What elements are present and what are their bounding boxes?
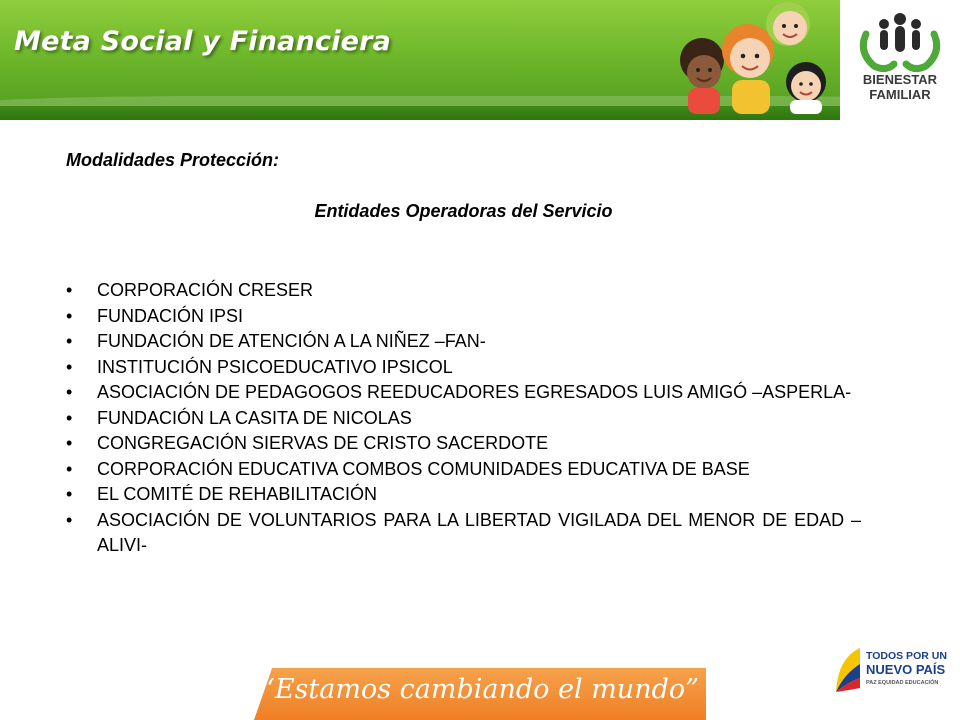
list-item bbox=[66, 457, 861, 483]
list-item bbox=[66, 431, 861, 457]
logo-text-line2: FAMILIAR bbox=[869, 87, 931, 102]
main-content bbox=[66, 150, 861, 559]
slogan: “Estamos cambiando el mundo” bbox=[261, 674, 699, 705]
logo-text-line1: BIENESTAR bbox=[862, 72, 938, 87]
list-item bbox=[66, 482, 861, 508]
list-item bbox=[66, 278, 861, 304]
bullet-icon: • bbox=[66, 382, 73, 402]
page-title: Meta Social y Financiera bbox=[14, 26, 392, 57]
bullet-icon: • bbox=[66, 509, 73, 530]
children-illustration bbox=[660, 0, 840, 114]
list-item bbox=[66, 329, 861, 355]
gov-logo-line3: PAZ EQUIDAD EDUCACIÓN bbox=[866, 680, 939, 686]
entities-list bbox=[66, 278, 861, 559]
bienestar-familiar-logo bbox=[840, 0, 960, 120]
section-heading: Entidades Operadoras del Servicio bbox=[314, 201, 613, 221]
gov-logo-line2: NUEVO PAÍS bbox=[866, 662, 946, 677]
list-item-text: EL COMITÉ DE REHABILITACIÓN bbox=[97, 484, 378, 504]
bullet-icon: • bbox=[66, 280, 73, 300]
header-banner bbox=[0, 0, 960, 120]
list-item-text: INSTITUCIÓN PSICOEDUCATIVO IPSICOL bbox=[97, 356, 453, 377]
list-item-text: CORPORACIÓN EDUCATIVA COMBOS COMUNIDADES EDUCATIVA DE BASE bbox=[97, 458, 750, 479]
list-item bbox=[66, 380, 861, 406]
gov-logo-line1: TODOS POR UN bbox=[866, 650, 947, 662]
subtitle: Modalidades Protección: bbox=[66, 150, 280, 170]
bullet-icon: • bbox=[66, 458, 73, 479]
family-hands-icon bbox=[840, 6, 960, 76]
list-item-text: CONGREGACIÓN SIERVAS DE CRISTO SACERDOTE bbox=[97, 433, 549, 453]
bullet-icon: • bbox=[66, 331, 73, 351]
todos-por-un-nuevo-pais-logo bbox=[830, 640, 955, 700]
list-item bbox=[66, 355, 861, 381]
bullet-icon: • bbox=[66, 484, 73, 504]
list-item bbox=[66, 508, 861, 559]
list-item-text: ASOCIACIÓN DE PEDAGOGOS REEDUCADORES EGRESADOS LUIS AMIGÓ –ASPERLA- bbox=[97, 382, 852, 402]
bullet-icon: • bbox=[66, 433, 73, 453]
bullet-icon: • bbox=[66, 407, 73, 428]
list-item-text: FUNDACIÓN DE ATENCIÓN A LA NIÑEZ –FAN- bbox=[97, 331, 486, 351]
list-item-text: FUNDACIÓN IPSI bbox=[97, 305, 244, 326]
list-item-text: FUNDACIÓN LA CASITA DE NICOLAS bbox=[97, 407, 412, 428]
list-item-text: ASOCIACIÓN DE VOLUNTARIOS PARA LA LIBERTAD VIGILADA DEL MENOR DE EDAD –ALIVI- bbox=[97, 509, 861, 555]
colombia-flag-icon bbox=[830, 644, 864, 696]
list-item bbox=[66, 304, 861, 330]
bullet-icon: • bbox=[66, 305, 73, 326]
list-item bbox=[66, 406, 861, 432]
list-item-text: CORPORACIÓN CRESER bbox=[97, 280, 314, 300]
bullet-icon: • bbox=[66, 356, 73, 377]
